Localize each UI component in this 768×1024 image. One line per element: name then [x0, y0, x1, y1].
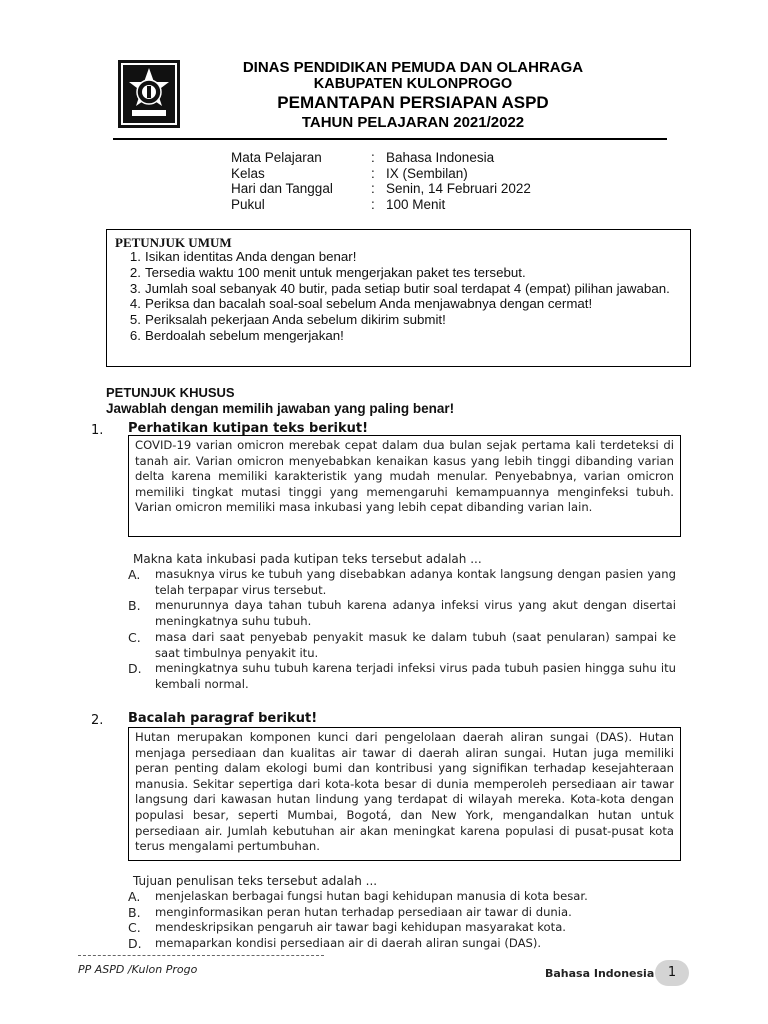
option-d[interactable] [128, 936, 676, 952]
option-text: memaparkan kondisi persediaan air di daerah aliran sungai (DAS). [155, 936, 542, 951]
page-number-badge: 1 [655, 960, 689, 986]
list-item-number: 4. [129, 296, 141, 312]
option-letter: A. [128, 567, 141, 582]
info-colon: : [371, 181, 375, 196]
list-item-number: 1. [129, 249, 141, 264]
general-instructions-list [121, 249, 681, 344]
question-1-title: Perhatikan kutipan teks berikut! [128, 421, 369, 436]
list-item-text: Periksa dan bacalah soal-soal sebelum Anda menjawabnya dengan cermat! [145, 296, 593, 312]
list-item-text: Tersedia waktu 100 menit untuk mengerjakan paket tes tersebut. [145, 264, 526, 280]
info-value: IX (Sembilan) [386, 165, 468, 181]
list-item [121, 281, 681, 297]
info-label: Hari dan Tanggal [231, 181, 333, 196]
info-colon: : [371, 150, 375, 165]
list-item-number: 6. [129, 327, 141, 343]
option-letter: D. [128, 661, 142, 677]
list-item [121, 249, 681, 265]
option-letter: B. [128, 598, 141, 614]
list-item [121, 312, 681, 328]
question-1-number: 1. [91, 423, 104, 438]
info-label: Kelas [231, 165, 265, 181]
info-label: Mata Pelajaran [231, 150, 322, 165]
info-value: 100 Menit [386, 196, 446, 212]
list-item-text: Jumlah soal sebanyak 40 butir, pada setiap butir soal terdapat 4 (empat) pilihan jawaban. [145, 280, 670, 296]
question-2-options [128, 889, 676, 952]
list-item-number: 2. [129, 264, 141, 280]
option-a[interactable] [128, 567, 676, 598]
info-colon: : [371, 196, 375, 212]
question-2-prompt: Tujuan penulisan teks tersebut adalah ... [133, 874, 378, 888]
option-text: menurunnya daya tahan tubuh karena adanya infeksi virus yang akut dengan disertai meningkatnya suhu tubuh. [155, 598, 676, 629]
option-d[interactable] [128, 661, 676, 692]
option-text: masuknya virus ke tubuh yang disebabkan adanya kontak langsung dengan pasien yang telah terpapar virus tersebut. [155, 567, 676, 597]
option-c[interactable] [128, 920, 676, 936]
option-text: mendeskripsikan pengaruh air tawar bagi kehidupan masyarakat kota. [155, 920, 566, 935]
specific-instructions-title: PETUNJUK KHUSUS [106, 385, 235, 400]
info-colon: : [371, 165, 375, 181]
option-letter: B. [128, 904, 141, 920]
list-item-text: Periksalah pekerjaan Anda sebelum dikirim submit! [145, 312, 446, 328]
option-letter: A. [128, 889, 141, 904]
option-b[interactable] [128, 905, 676, 921]
question-1-passage: COVID-19 varian omicron merebak cepat dalam dua bulan sejak pertama kali terdeteksi di tanah air. Varian omicron menyebabkan kenaikan kasus yang lebih tinggi dibanding varian delta karena memiliki karakteristik yang mudah menular. Penyebabnya, varian omicron memiliki tingkat mutasi tinggi yang memengaruhi kemampuannya menginfeksi tubuh. Varian omicron memiliki masa inkubasi yang lebih cepat dibanding varian lain. [128, 435, 681, 537]
option-text: menjelaskan berbagai fungsi hutan bagi kehidupan manusia di kota besar. [155, 889, 588, 903]
question-2-number: 2. [91, 713, 104, 728]
option-letter: D. [128, 936, 142, 952]
list-item-number: 5. [129, 312, 141, 328]
header-school-year: TAHUN PELAJARAN 2021/2022 [301, 114, 525, 131]
option-a[interactable] [128, 889, 676, 905]
list-item-text: Berdoalah sebelum mengerjakan! [145, 327, 344, 343]
option-letter: C. [128, 920, 141, 936]
question-1-prompt: Makna kata inkubasi pada kutipan teks tersebut adalah ... [133, 552, 482, 566]
page-title: PEMANTAPAN PERSIAPAN ASPD [277, 93, 549, 112]
option-text: menginformasikan peran hutan terhadap persediaan air tawar di dunia. [155, 904, 572, 919]
footer-divider [78, 955, 324, 956]
list-item [121, 265, 681, 281]
option-text: masa dari saat penyebab penyakit masuk ke dalam tubuh (saat penularan) sampai ke saat timbulnya penyakit itu. [155, 629, 676, 660]
list-item [121, 296, 681, 312]
list-item-text: Isikan identitas Anda dengan benar! [145, 249, 357, 264]
question-2-passage: Hutan merupakan komponen kunci dari pengelolaan daerah aliran sungai (DAS). Hutan menjaga persediaan dan kualitas air tawar di daerah aliran sungai. Hutan juga memiliki peran penting dalam ekologi bumi dan kontribusi yang signifikan terhadap kesejahteraan manusia. Sekitar sepertiga dari kota-kota besar di dunia memperoleh persediaan air tawar langsung dari kawasan hutan lindung yang terdapat di wilayah mereka. Kota-kota dengan populasi besar, seperti Mumbai, Bogotá, dan New York, mengandalkan hutan untuk persediaan air. Jumlah kebutuhan air akan meningkat karena populasi di pusat-pusat kota terus mengalami pertumbuhan. [128, 727, 681, 861]
question-1-options [128, 567, 676, 693]
info-label: Pukul [231, 196, 265, 212]
header-agency: DINAS PENDIDIKAN PEMUDA DAN OLAHRAGA [242, 59, 584, 76]
specific-instructions-subtitle: Jawablah dengan memilih jawaban yang paling benar! [106, 401, 455, 416]
option-c[interactable] [128, 630, 676, 661]
footer-subject: Bahasa Indonesia [545, 967, 655, 980]
info-value: Bahasa Indonesia [386, 150, 495, 165]
question-2-title: Bacalah paragraf berikut! [128, 711, 318, 726]
footer-source: PP ASPD /Kulon Progo [78, 963, 198, 976]
option-b[interactable] [128, 598, 676, 629]
option-letter: C. [128, 629, 141, 645]
kulon-progo-emblem-icon [118, 60, 180, 128]
general-instructions-title: PETUNJUK UMUM [115, 235, 232, 250]
header-regency: KABUPATEN KULONPROGO [313, 76, 513, 92]
info-value: Senin, 14 Februari 2022 [386, 181, 531, 196]
general-instructions-box [106, 229, 691, 367]
list-item [121, 328, 681, 344]
option-text: meningkatnya suhu tubuh karena terjadi infeksi virus pada tubuh pasien hingga suhu itu kembali normal. [155, 661, 676, 691]
header-divider [113, 138, 667, 140]
list-item-number: 3. [129, 280, 141, 296]
